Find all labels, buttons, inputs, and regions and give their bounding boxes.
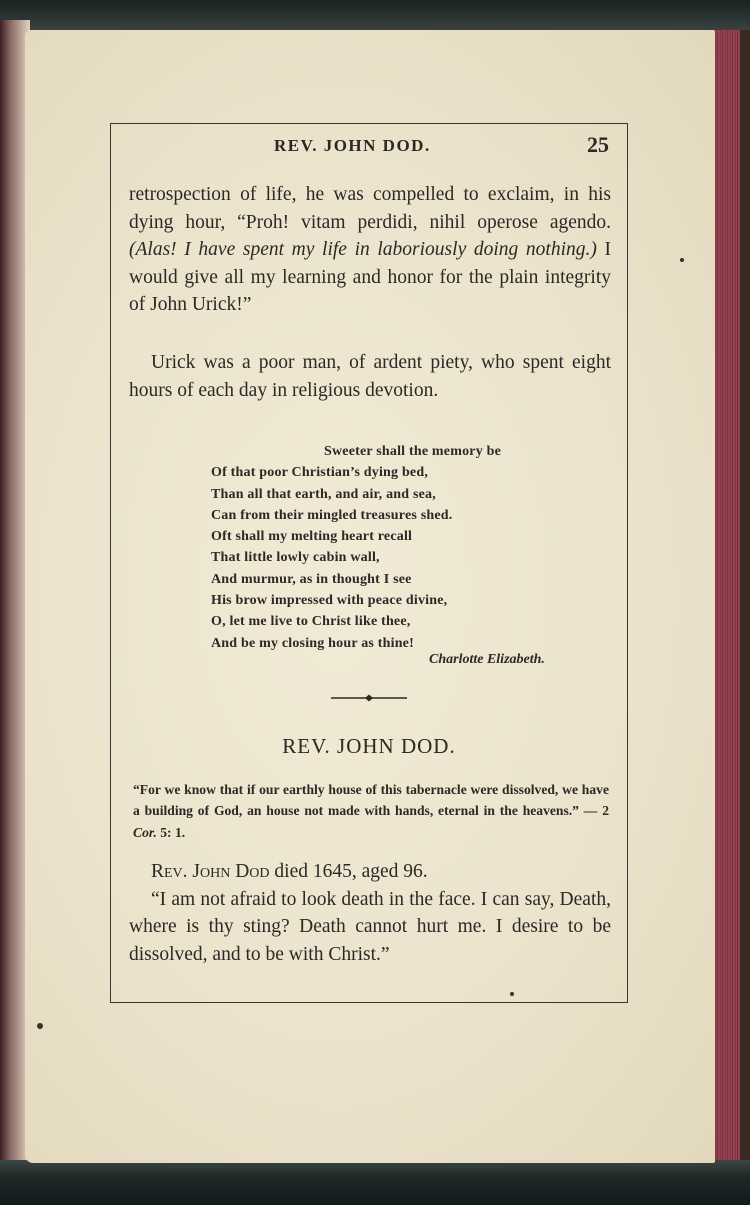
text-line: operose agendo.: [477, 211, 612, 233]
book-binding-top: [0, 0, 750, 30]
text-line: retrospection of life, he was compelled to exclaim,: [129, 184, 555, 205]
poem-line: That little lowly cabin wall,: [211, 550, 380, 566]
death-details: died 1645, aged 96.: [274, 861, 428, 882]
dying-quote: “I am not afraid to look death in the face. I can say, Death, where is thy sting? Death cannot hurt me. I desire to be dissolved, and to be with Christ.”: [129, 888, 611, 965]
text-line: in his dying hour, “Proh! vitam perdidi, nihil: [129, 184, 611, 233]
poem-line: And be my closing hour as thine!: [211, 635, 414, 651]
book-binding-bottom: [0, 1160, 750, 1205]
paragraph-text: Urick was a poor man, of ardent piety, who spent eight hours of each day in religious devotion.: [129, 352, 611, 401]
running-head: [111, 124, 627, 170]
running-title: REV. JOHN DOD.: [274, 136, 431, 155]
poem-line: And murmur, as in thought I see: [211, 571, 412, 587]
poem-attribution: Charlotte Elizabeth.: [429, 652, 545, 667]
paragraph-urick: [129, 349, 611, 404]
poem-line: Can from their mingled treasures shed.: [211, 507, 453, 523]
poem-line: Sweeter shall the memory be: [324, 444, 501, 459]
section-title: REV. JOHN DOD.: [282, 734, 456, 758]
page-speck: [37, 1023, 43, 1029]
poem: [211, 441, 561, 654]
epigraph-verse: 5: 1.: [160, 824, 186, 840]
italic-translation: (Alas! I have spent my life in laboriously doing nothing.): [129, 239, 597, 260]
paragraph-john-dod: [129, 858, 611, 968]
poem-line: Than all that earth, and air, and sea,: [211, 486, 436, 502]
text-frame: [110, 123, 628, 1003]
epigraph-text: “For we know that if our earthly house of this tabernacle were dissolved, we have a building of God, an house not made with hands, eternal in the heavens.” — 2: [133, 782, 609, 819]
page-speck: [680, 258, 684, 262]
epigraph-book: Cor.: [133, 824, 157, 840]
poem-line: Oft shall my melting heart recall: [211, 529, 413, 545]
scripture-epigraph: [133, 779, 609, 843]
cover-edge: [740, 30, 750, 1170]
page-number: 25: [587, 132, 609, 157]
paragraph-retrospection: [129, 181, 611, 319]
text-line: I would give all my learning and honor for the plain integrity of John Urick!”: [129, 239, 612, 315]
poem-line: His brow impressed with peace divine,: [211, 593, 448, 609]
person-name: Rev. John Dod: [151, 861, 270, 882]
divider-ornament: [331, 694, 407, 702]
poem-line: O, let me live to Christ like thee,: [211, 614, 411, 630]
poem-line: Of that poor Christian’s dying bed,: [211, 465, 429, 481]
